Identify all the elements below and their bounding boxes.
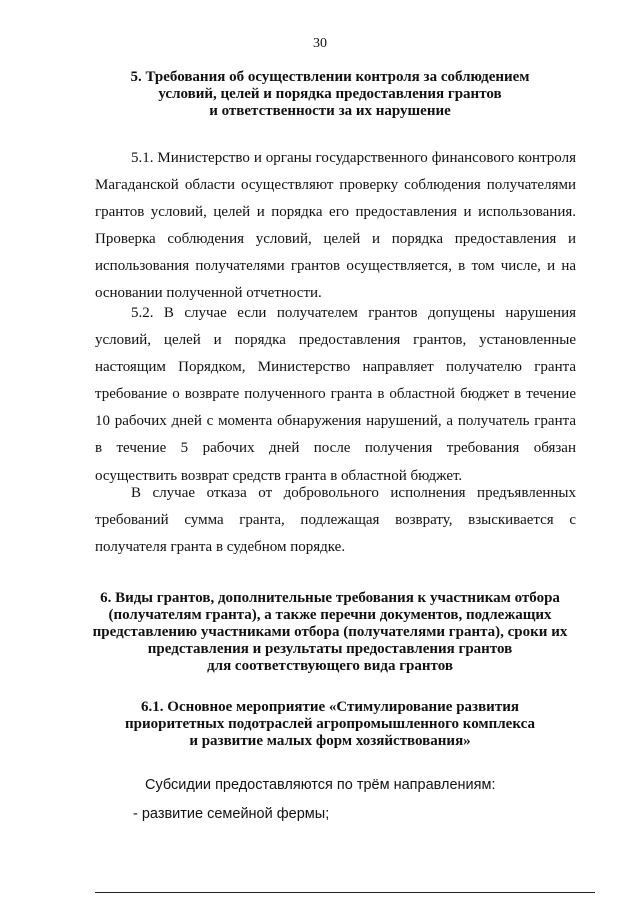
subsidies-intro: Субсидии предоставляются по трём направлениям: [145, 777, 496, 793]
section-6-heading-line: представлению участниками отбора (получателями гранта), сроки их [92, 624, 568, 640]
bottom-rule [95, 892, 595, 893]
section-6-heading-line: для соответствующего вида грантов [207, 658, 453, 674]
section-5-heading-line: условий, целей и порядка предоставления грантов [158, 86, 502, 102]
section-5-heading-line: 5. Требования об осуществлении контроля за соблюдением [130, 69, 530, 85]
paragraph-5-1: 5.1. Министерство и органы государственного финансового контроля Магаданской области осуществляют проверку соблюдения получателями грантов условий, целей и порядка его предоставления и использования. Проверка соблюдения условий, целей и порядка предоставления и использования получателями грантов осуществляется, в том числе, и на основании полученной отчетности. [95, 150, 576, 302]
section-5-heading [80, 69, 580, 120]
section-6-1-heading-line: и развитие малых форм хозяйствования» [189, 733, 471, 749]
section-6-heading-line: (получателям гранта), а также перечни документов, подлежащих [108, 607, 552, 623]
section-6-heading [80, 590, 580, 675]
section-5-heading-line: и ответственности за их нарушение [209, 103, 451, 119]
paragraph-5-2: 5.2. В случае если получателем грантов допущены нарушения условий, целей и порядка предоставления грантов, установленные настоящим Порядком, Министерство направляет получателю гранта требование о возврате полученного гранта в областной бюджет в течение 10 рабочих дней с момента обнаружения нарушений, а получатель гранта в течение 5 рабочих дней после получения требования обязан осуществить возврат средств гранта в областной бюджет. [95, 305, 576, 484]
page-number: 30 [313, 36, 327, 51]
section-6-1-heading [80, 699, 580, 750]
paragraph-5-2-continued: В случае отказа от добровольного исполнения предъявленных требований сумма гранта, подлежащая возврату, взыскивается с получателя гранта в судебном порядке. [95, 485, 576, 556]
section-6-1-heading-line: 6.1. Основное мероприятие «Стимулирование развития [141, 699, 519, 715]
section-6-heading-line: 6. Виды грантов, дополнительные требования к участникам отбора [100, 590, 560, 606]
section-6-1-heading-line: приоритетных подотраслей агропромышленного комплекса [125, 716, 535, 732]
list-item-family-farm: - развитие семейной фермы; [133, 806, 330, 822]
section-6-heading-line: представления и результаты предоставления грантов [147, 641, 513, 657]
